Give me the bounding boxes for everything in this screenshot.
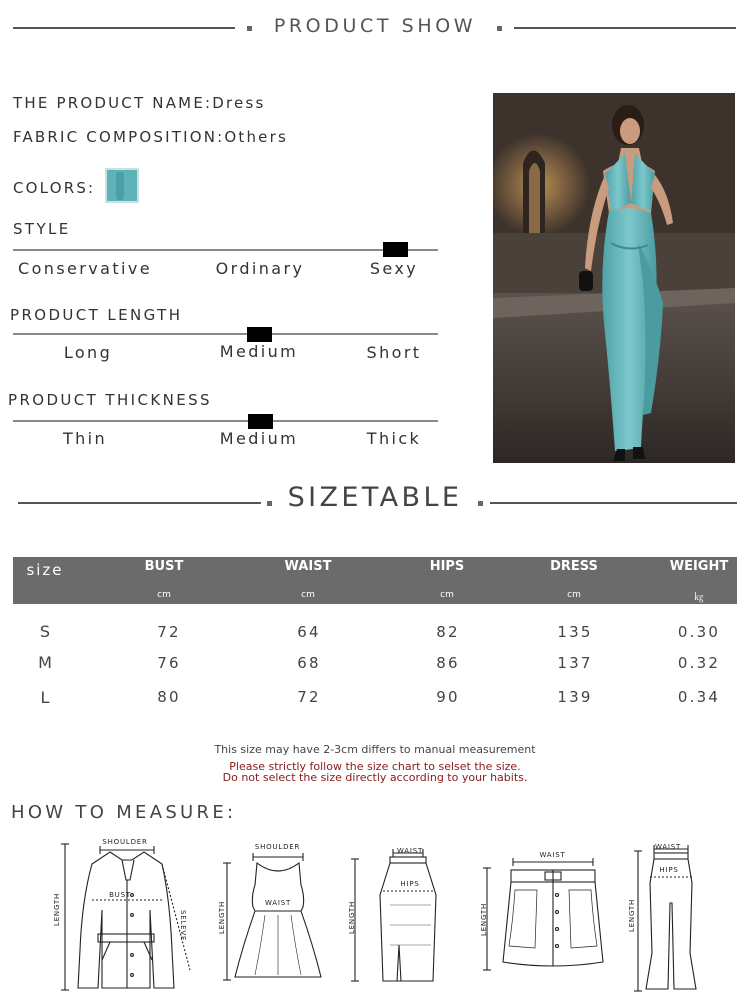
dress-waist-label: WAIST (264, 899, 292, 907)
length-label-short: Short (366, 343, 422, 362)
length-scale-line (13, 333, 438, 335)
thickness-label-thin: Thin (62, 429, 108, 448)
colors-label: COLORS: (13, 179, 96, 197)
jacket-bust-label: BUST (109, 891, 131, 899)
style-label-conservative: Conservative (18, 259, 152, 278)
unit-dress: cm (567, 590, 581, 600)
length-scale-marker (247, 327, 272, 342)
cell-weight: 0.30 (677, 623, 721, 641)
measurement-note: This size may have 2-3cm differs to manual measurement (214, 743, 536, 756)
skirt-length-label: LENGTH (348, 900, 356, 934)
style-scale-line (13, 249, 438, 251)
product-name-value: Dress (212, 94, 266, 112)
cell-dress: 135 (557, 623, 593, 641)
cell-waist: 68 (297, 654, 321, 672)
dress-measure-diagram (215, 845, 330, 985)
thickness-scale-line (13, 420, 438, 422)
habit-warning: Do not select the size directly according to your habits. (222, 771, 528, 784)
product-show-title: PRODUCT SHOW (273, 15, 477, 37)
model-in-dress-illustration (493, 93, 735, 463)
fabric-label: FABRIC COMPOSITION: (13, 128, 225, 146)
unit-weight: ㎏ (694, 593, 704, 603)
thickness-label-medium: Medium (219, 429, 299, 448)
cell-waist: 64 (297, 623, 321, 641)
jacket-length-label: LENGTH (53, 892, 61, 926)
jacket-sleeve-label: SELEVE (179, 910, 187, 942)
style-label-sexy: Sexy (369, 259, 419, 278)
pants-waist-label: WAIST (654, 843, 682, 851)
pants-length-label: LENGTH (628, 898, 636, 932)
thickness-scale-marker (248, 414, 273, 429)
unit-bust: cm (157, 590, 171, 600)
size-table-header (13, 557, 737, 604)
style-label-ordinary: Ordinary (215, 259, 305, 278)
shorts-waist-label: WAIST (539, 851, 566, 859)
header-right-bullet (497, 26, 502, 31)
how-to-measure-title: HOW TO MEASURE: (11, 802, 237, 823)
product-name-label: THE PRODUCT NAME: (13, 94, 213, 112)
sizetable-title: SIZETABLE (287, 482, 463, 513)
fabric-row (13, 128, 288, 146)
length-label-long: Long (63, 343, 113, 362)
dress-shoulder-label: SHOULDER (254, 843, 301, 851)
sizetable-header (0, 480, 750, 520)
sizetable-right-rule (490, 502, 737, 504)
unit-waist: cm (301, 590, 315, 600)
product-show-header (0, 8, 750, 48)
col-header-weight: WEIGHT (669, 559, 729, 574)
color-swatch-teal[interactable] (105, 168, 139, 203)
cell-size: M (38, 653, 52, 672)
unit-hips: cm (440, 590, 454, 600)
header-right-rule (514, 27, 736, 29)
cell-hips: 86 (436, 654, 460, 672)
product-photo (493, 93, 735, 463)
style-scale-marker (383, 242, 408, 257)
jacket-shoulder-label: SHOULDER (102, 838, 148, 846)
skirt-measure-diagram (345, 845, 445, 985)
jacket-measure-diagram (50, 840, 200, 995)
col-header-bust: BUST (144, 559, 184, 574)
skirt-hips-label: HIPS (400, 880, 420, 888)
cell-weight: 0.34 (677, 688, 721, 706)
cell-bust: 80 (157, 688, 181, 706)
thickness-title: PRODUCT THICKNESS (8, 391, 212, 409)
cell-size: L (40, 688, 50, 707)
col-header-waist: WAIST (284, 559, 332, 574)
cell-size: S (39, 622, 51, 641)
cell-hips: 82 (436, 623, 460, 641)
length-title: PRODUCT LENGTH (10, 306, 183, 324)
pants-hips-label: HIPS (659, 866, 679, 874)
cell-bust: 72 (157, 623, 181, 641)
cell-weight: 0.32 (677, 654, 721, 672)
cell-bust: 76 (157, 654, 181, 672)
size-chart-warning: Please strictly follow the size chart to selset the size. (229, 760, 521, 773)
fabric-value: Others (224, 128, 288, 146)
cell-dress: 137 (557, 654, 593, 672)
length-label-medium: Medium (219, 342, 299, 361)
shorts-measure-diagram (475, 850, 615, 975)
sizetable-right-bullet (478, 501, 483, 506)
product-name-row (13, 94, 266, 112)
cell-waist: 72 (297, 688, 321, 706)
shorts-length-label: LENGTH (480, 902, 488, 936)
cell-dress: 139 (557, 688, 593, 706)
thickness-label-thick: Thick (366, 429, 422, 448)
skirt-waist-label: WAIST (396, 847, 424, 855)
col-header-size: size (26, 561, 64, 579)
col-header-dress: DRESS (550, 559, 598, 574)
cell-hips: 90 (436, 688, 460, 706)
style-title: STYLE (13, 220, 71, 238)
dress-length-label: LENGTH (218, 900, 226, 934)
col-header-hips: HIPS (429, 559, 465, 574)
